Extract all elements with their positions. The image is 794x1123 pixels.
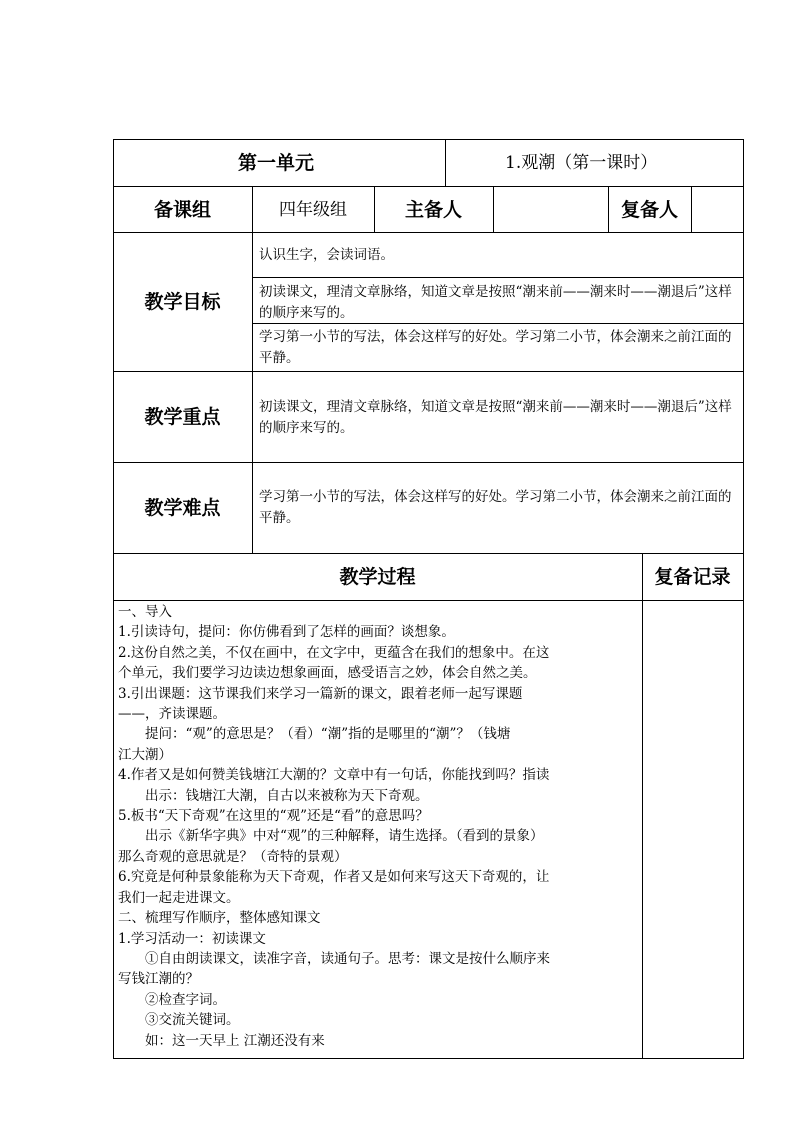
difficulties-label: 教学难点: [144, 497, 221, 519]
row-divider: [113, 186, 744, 187]
process-line: 1.引读诗句，提问：你仿佛看到了怎样的画面？谈想象。: [118, 624, 455, 641]
difficulties-text: 学习第一小节的写法，体会这样写的好处。学习第二小节，体会潮来之前江面的平静。: [259, 489, 732, 526]
prep-group-label: 备课组: [153, 199, 211, 221]
col-divider: [252, 186, 253, 553]
row-divider: [113, 371, 744, 372]
goal-item: 认识生字，会读词语。: [259, 247, 394, 263]
process-line: 那么奇观的意思就是？（奇特的景观）: [118, 848, 348, 865]
process-line: 4.作者又是如何赞美钱塘江大潮的？文章中有一句话，你能找到吗？指读: [118, 767, 550, 784]
lesson-title: 1.观潮（第一课时）: [505, 153, 658, 173]
col-divider: [493, 186, 494, 232]
process-line: 写钱江潮的？: [118, 971, 199, 988]
process-line: 出示：钱塘江大潮，自古以来被称为天下奇观。: [145, 787, 429, 804]
table-right-border: [743, 139, 744, 1059]
process-title: 教学过程: [339, 566, 416, 588]
process-line: 一、导入: [118, 604, 172, 620]
key-points-text: 初读课文，理清文章脉络，知道文章是按照“潮来前——潮来时——潮退后”这样的顺序来写的。: [259, 399, 732, 436]
unit-title: 第一单元: [238, 152, 315, 174]
process-line: 我们一起走进课文。: [118, 889, 240, 906]
process-line: ②检查字词。: [145, 991, 226, 1008]
process-line: 二、梳理写作顺序，整体感知课文: [118, 910, 321, 927]
process-line: 3.引出课题：这节课我们来学习一篇新的课文，跟着老师一起写课题: [118, 685, 523, 702]
process-line: 2.这份自然之美，不仅在画中，在文字中，更蕴含在我们的想象中。在这: [118, 644, 550, 661]
record-title: 复备记录: [654, 566, 731, 588]
row-divider: [113, 462, 744, 463]
re-preparer-label: 复备人: [620, 199, 678, 221]
process-line: ——，齐读课题。: [118, 706, 226, 723]
goal-item: 初读课文，理清文章脉络，知道文章是按照“潮来前——潮来时——潮退后”这样的顺序来写的。: [259, 284, 732, 321]
process-line: 江大潮）: [118, 746, 172, 763]
row-divider: [113, 600, 744, 601]
process-line: 1.学习活动一：初读课文: [118, 930, 266, 947]
row-divider: [113, 553, 744, 554]
process-line: ③交流关键词。: [145, 1012, 240, 1029]
process-line: ①自由朗读课文，读准字音，读通句子。思考：课文是按什么顺序来: [145, 950, 550, 967]
table-bottom-border: [113, 1058, 744, 1059]
process-line: 个单元，我们要学习边读边想象画面，感受语言之妙，体会自然之美。: [118, 665, 537, 682]
table-top-border: [113, 139, 744, 140]
col-divider: [445, 139, 446, 186]
process-line: 如：这一天早上 江潮还没有来: [145, 1032, 325, 1049]
key-points-label: 教学重点: [144, 406, 221, 428]
process-body: [118, 602, 640, 1051]
prep-group-value: 四年级组: [279, 200, 347, 220]
row-divider: [113, 232, 744, 233]
goal-divider: [252, 277, 744, 278]
process-line: 5.板书“天下奇观”在这里的“观”还是“看”的意思吗？: [118, 808, 429, 825]
process-line: 提问：“观”的意思是？（看）“潮”指的是哪里的“潮”？（钱塘: [145, 726, 511, 743]
goals-label: 教学目标: [144, 291, 221, 313]
goal-item: 学习第一小节的写法，体会这样写的好处。学习第二小节，体会潮来之前江面的平静。: [259, 329, 732, 366]
col-divider: [642, 553, 643, 1058]
col-divider: [691, 186, 692, 232]
process-line: 出示《新华字典》中对“观”的三种解释，请生选择。（看到的景象）: [145, 828, 544, 845]
main-preparer-label: 主备人: [404, 199, 462, 221]
table-left-border: [113, 139, 114, 1059]
process-line: 6.究竟是何种景象能称为天下奇观，作者又是如何来写这天下奇观的，让: [118, 869, 550, 886]
